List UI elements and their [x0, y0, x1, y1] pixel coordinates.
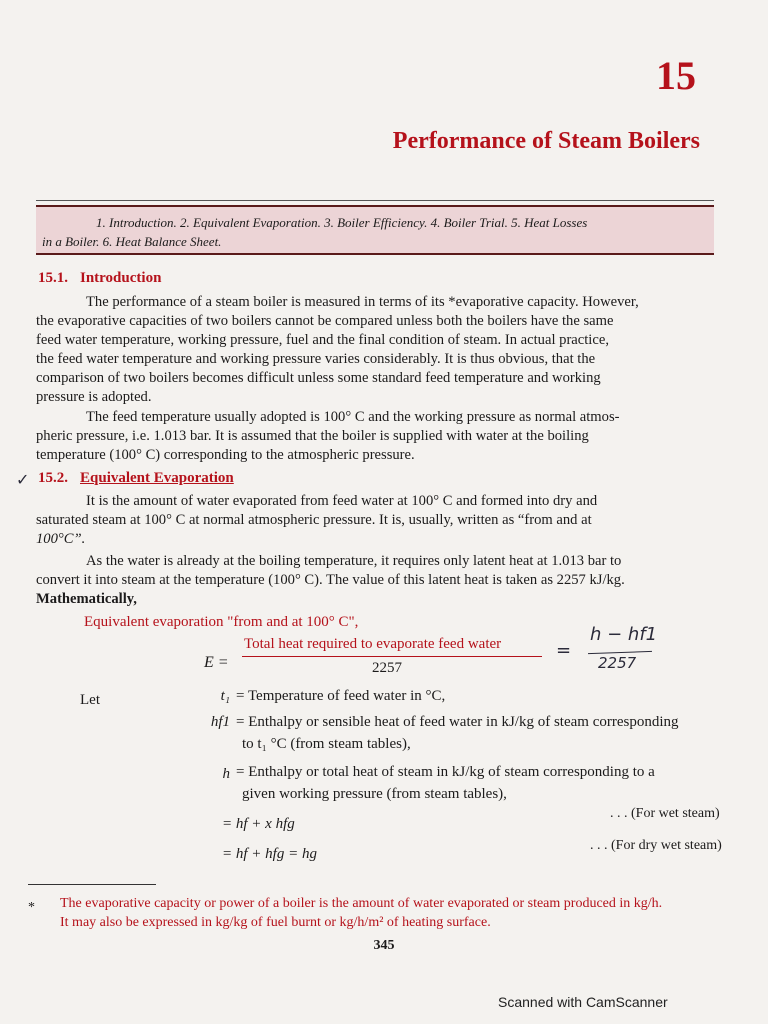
chapter-number: 15	[656, 53, 696, 98]
let-label: Let	[80, 692, 100, 708]
text-line: As the water is already at the boiling temperature, it requires only latent heat at 1.013 bar to	[86, 553, 622, 569]
note-wet-steam: . . . (For wet steam)	[610, 806, 720, 821]
scanner-watermark: Scanned with CamScanner	[498, 994, 668, 1010]
text-line: The performance of a steam boiler is measured in terms of its *evaporative capacity. However,	[86, 294, 639, 310]
text-line: The feed temperature usually adopted is 100° C and the working pressure as normal atmos-	[86, 409, 620, 425]
note-dry-steam: . . . (For dry wet steam)	[590, 838, 722, 853]
text-line: convert it into steam at the temperature (100° C). The value of this latent heat is taken as 2257 kJ/kg.	[36, 572, 625, 588]
text-line: temperature (100° C) corresponding to the atmospheric pressure.	[36, 447, 415, 463]
text-line: 100°C”.	[36, 531, 86, 547]
definition-h-cont: given working pressure (from steam tables),	[242, 786, 507, 802]
page-number: 345	[373, 938, 395, 953]
chapter-title: Performance of Steam Boilers	[392, 128, 700, 154]
section-number: 15.1.	[38, 270, 68, 286]
equivalent-evaporation-paragraph-1	[36, 492, 714, 549]
intro-paragraph-1	[36, 293, 714, 407]
definition-hf1-cont: to t₁ °C (from steam tables),	[242, 736, 411, 752]
equation-dry-steam: = hf + hfg = hg	[222, 846, 317, 862]
section-title: Equivalent Evaporation	[80, 470, 234, 486]
equivalent-evaporation-paragraph-2	[36, 552, 714, 609]
text-line: Mathematically,	[36, 591, 137, 607]
chapter-contents	[36, 205, 714, 255]
handwritten-equals: =	[556, 640, 572, 661]
text-line: It is the amount of water evaporated from feed water at 100° C and formed into dry and	[86, 493, 598, 509]
equation-lhs: E =	[204, 654, 229, 671]
footnote	[60, 894, 750, 932]
footnote-line-2: It may also be expressed in kg/kg of fuel burnt or kg/h/m² of heating surface.	[60, 915, 491, 930]
text-line: pressure is adopted.	[36, 389, 152, 405]
footnote-rule	[28, 884, 156, 885]
equation-wet-steam: = hf + x hfg	[222, 816, 295, 832]
symbol-hf1: hf1	[210, 714, 230, 730]
definition-h: = Enthalpy or total heat of steam in kJ/kg of steam corresponding to a	[236, 764, 655, 780]
equation-denominator: 2257	[372, 660, 402, 676]
equation-label: Equivalent evaporation "from and at 100° C",	[84, 614, 359, 630]
section-heading-introduction	[38, 270, 161, 287]
symbol-t1: t₁	[220, 688, 230, 704]
intro-paragraph-2	[36, 408, 714, 465]
section-heading-equivalent-evaporation	[38, 470, 234, 487]
text-line: saturated steam at 100° C at normal atmospheric pressure. It is, usually, written as “from and at	[36, 512, 592, 528]
definition-t1: = Temperature of feed water in °C,	[236, 688, 446, 704]
text-line: feed water temperature, working pressure, fuel and the final condition of steam. In actual practice,	[36, 332, 609, 348]
definition-hf1: = Enthalpy or sensible heat of feed water in kJ/kg of steam corresponding	[236, 714, 679, 730]
section-title: Introduction	[80, 270, 162, 286]
handwritten-numerator: h − hf1	[590, 624, 658, 645]
contents-line-1: 1. Introduction. 2. Equivalent Evaporation. 3. Boiler Efficiency. 4. Boiler Trial. 5. Heat Losses	[96, 215, 588, 230]
text-line: comparison of two boilers becomes difficult unless some standard feed temperature and working	[36, 370, 601, 386]
footnote-marker: *	[28, 900, 35, 915]
fraction-bar	[242, 656, 542, 657]
text-line: pheric pressure, i.e. 1.013 bar. It is assumed that the boiler is supplied with water at the boiling	[36, 428, 589, 444]
contents-top-rule	[36, 200, 714, 201]
section-number: 15.2.	[38, 470, 68, 486]
equation-numerator: Total heat required to evaporate feed water	[244, 636, 502, 652]
text-line: the evaporative capacities of two boilers cannot be compared unless both the boilers have the same	[36, 313, 614, 329]
text-line: the feed water temperature and working pressure varies considerably. It is thus obvious, that the	[36, 351, 596, 367]
handwritten-tick-mark: ✓	[16, 472, 30, 489]
footnote-line-1: The evaporative capacity or power of a boiler is the amount of water evaporated or steam produced in kg/h.	[60, 896, 663, 911]
symbol-h: h	[222, 766, 230, 782]
contents-line-2: in a Boiler. 6. Heat Balance Sheet.	[42, 234, 222, 249]
handwritten-denominator: 2257	[598, 654, 637, 672]
